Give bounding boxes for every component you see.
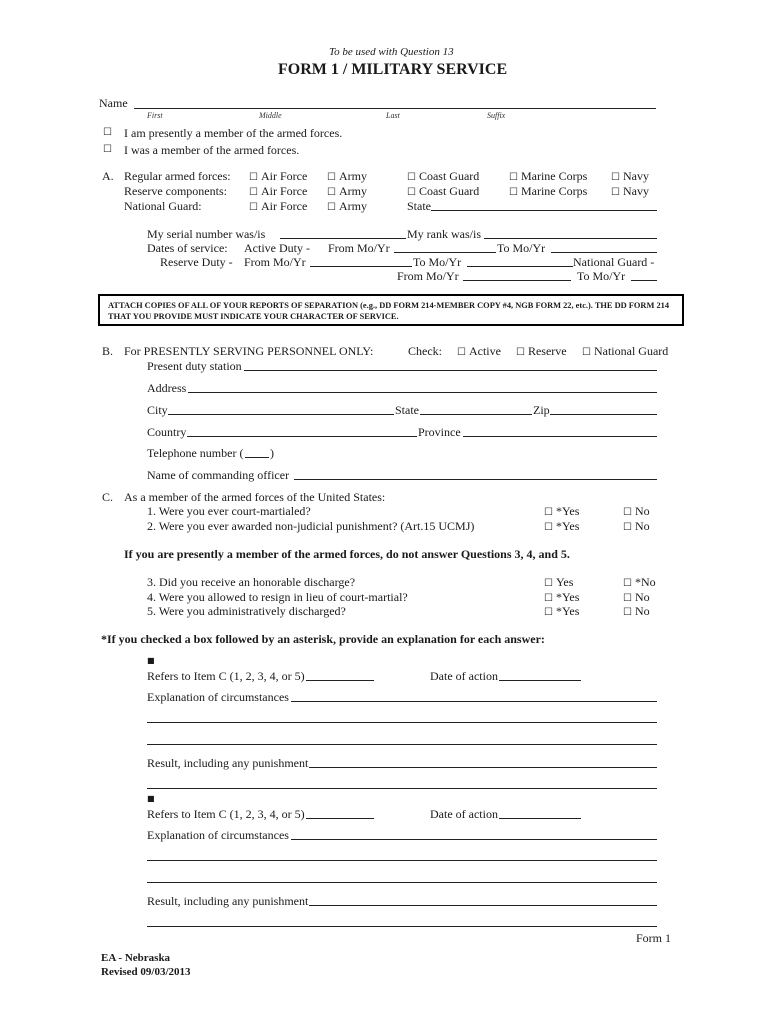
q5-no-option[interactable]	[623, 605, 650, 618]
zip-label: Zip	[533, 403, 550, 417]
checkbox-icon[interactable]: ☐	[623, 522, 632, 533]
opt-label: Coast Guard	[418, 184, 480, 198]
name-sub-last: Last	[386, 111, 400, 120]
form-subtitle: To be used with Question 13	[329, 46, 454, 58]
q4-yes-option[interactable]	[544, 591, 579, 604]
date-action-label-1: Date of action	[430, 669, 498, 683]
province-field[interactable]	[463, 436, 657, 437]
option-guard-air-force[interactable]	[249, 200, 307, 213]
reserve-from-label: From Mo/Yr	[244, 255, 306, 269]
b-state-label: State	[395, 403, 419, 417]
result-line-2b[interactable]	[147, 926, 657, 927]
active-to-label: To Mo/Yr	[497, 241, 546, 255]
section-b-letter: B.	[102, 344, 114, 358]
opt-label: *No	[634, 575, 656, 589]
name-sub-suffix: Suffix	[487, 111, 506, 120]
province-label: Province	[418, 425, 461, 439]
reserve-to-label: To Mo/Yr	[413, 255, 462, 269]
option-guard-army[interactable]	[327, 200, 367, 213]
date-action-field-2[interactable]	[499, 818, 581, 819]
duty-station-label: Present duty station	[147, 359, 242, 373]
explanation-line-2c[interactable]	[147, 882, 657, 883]
bullet-icon: ■	[147, 656, 155, 665]
opt-label: Active	[468, 344, 501, 358]
commanding-officer-label: Name of commanding officer	[147, 468, 290, 482]
opt-label: Navy	[622, 169, 649, 183]
regular-forces-label: Regular armed forces:	[124, 169, 231, 183]
telephone-close: )	[270, 446, 274, 460]
opt-label: *Yes	[555, 519, 580, 533]
checkbox-icon[interactable]: ☐	[457, 347, 466, 358]
opt-label: Army	[338, 184, 367, 198]
refers-label-2: Refers to Item C (1, 2, 3, 4, or 5)	[147, 807, 305, 821]
opt-label: No	[634, 519, 650, 533]
option-reserve-army[interactable]	[327, 185, 367, 198]
explanation-label-2: Explanation of circumstances	[147, 828, 289, 842]
rank-field[interactable]	[484, 238, 657, 239]
reserve-duty-label: Reserve Duty -	[160, 255, 233, 269]
result-label-2: Result, including any punishment	[147, 894, 309, 908]
option-reserve-navy[interactable]	[611, 185, 649, 198]
checkbox-icon[interactable]: ☐	[327, 187, 336, 198]
explanation-line-1b[interactable]	[147, 722, 657, 723]
q4-no-option[interactable]	[623, 591, 650, 604]
explanation-field-2[interactable]	[291, 839, 657, 840]
guard-to-field[interactable]	[631, 280, 657, 281]
national-guard-label: National Guard:	[124, 199, 202, 213]
address-field[interactable]	[188, 392, 657, 393]
q2-yes-option[interactable]	[544, 520, 579, 533]
checkbox-icon[interactable]: ☐	[249, 187, 258, 198]
checkbox-icon[interactable]: ☐	[327, 172, 336, 183]
result-label-1: Result, including any punishment	[147, 756, 309, 770]
opt-label: Yes	[555, 575, 574, 589]
explanation-line-2b[interactable]	[147, 860, 657, 861]
opt-label: No	[634, 604, 650, 618]
question-3: 3. Did you receive an honorable discharge?	[147, 575, 356, 589]
option-reserve-air-force[interactable]	[249, 185, 307, 198]
city-field[interactable]	[168, 414, 394, 415]
bullet-icon: ■	[147, 794, 155, 803]
question-5: 5. Were you administratively discharged?	[147, 604, 346, 618]
opt-label: Marine Corps	[520, 169, 588, 183]
opt-label: Reserve	[527, 344, 567, 358]
option-regular-marine-corps[interactable]	[509, 170, 587, 183]
national-guard-duty-label: National Guard -	[573, 255, 655, 269]
section-b-heading: For PRESENTLY SERVING PERSONNEL ONLY:	[124, 344, 374, 358]
explanation-field-1[interactable]	[291, 701, 657, 702]
opt-label: *Yes	[555, 604, 580, 618]
opt-label: Air Force	[260, 199, 308, 213]
reserve-to-field[interactable]	[467, 266, 573, 267]
question-1: 1. Were you ever court-martialed?	[147, 504, 311, 518]
name-sub-first: First	[147, 111, 163, 120]
past-member-label: I was a member of the armed forces.	[124, 143, 300, 157]
date-action-label-2: Date of action	[430, 807, 498, 821]
telephone-label: Telephone number (	[147, 446, 244, 460]
checkbox-icon[interactable]: ☐	[623, 578, 632, 589]
explanation-line-1c[interactable]	[147, 744, 657, 745]
result-field-2[interactable]	[309, 905, 657, 906]
q3-yes-option[interactable]	[544, 576, 573, 589]
option-reserve[interactable]	[516, 345, 567, 358]
q1-yes-option[interactable]	[544, 505, 579, 518]
b-state-field[interactable]	[420, 414, 532, 415]
opt-label: *Yes	[555, 590, 580, 604]
checkbox-icon[interactable]: ☐	[544, 578, 553, 589]
serial-field[interactable]	[280, 238, 406, 239]
opt-label: Air Force	[260, 169, 308, 183]
opt-label: No	[634, 504, 650, 518]
checkbox-icon[interactable]: ☐	[544, 522, 553, 533]
q3-no-option[interactable]	[623, 576, 656, 589]
form-title: FORM 1 / MILITARY SERVICE	[278, 61, 508, 78]
checkbox-icon[interactable]: ☐	[544, 593, 553, 604]
option-active[interactable]	[457, 345, 501, 358]
checkbox-icon[interactable]: ☐	[544, 607, 553, 618]
country-label: Country	[147, 425, 187, 439]
reserve-from-field[interactable]	[310, 266, 412, 267]
option-regular-air-force[interactable]	[249, 170, 307, 183]
q1-no-option[interactable]	[623, 505, 650, 518]
checkbox-icon[interactable]: ☐	[582, 347, 591, 358]
zip-field[interactable]	[550, 414, 657, 415]
dates-of-service-label: Dates of service:	[147, 241, 228, 255]
checkbox-icon[interactable]: ☐	[623, 507, 632, 518]
checkbox-icon[interactable]: ☐	[544, 507, 553, 518]
section-c-intro: As a member of the armed forces of the United States:	[124, 490, 386, 504]
opt-label: Army	[338, 199, 367, 213]
guard-to-label: To Mo/Yr	[577, 269, 626, 283]
serial-label: My serial number was/is	[147, 227, 266, 241]
country-field[interactable]	[187, 436, 417, 437]
form-number: Form 1	[636, 931, 672, 945]
active-from-label: From Mo/Yr	[328, 241, 390, 255]
opt-label: No	[634, 590, 650, 604]
refers-field-2[interactable]	[306, 818, 374, 819]
checkbox-icon[interactable]: ☐	[407, 172, 416, 183]
result-line-1b[interactable]	[147, 788, 657, 789]
check-label: Check:	[408, 344, 442, 358]
checkbox-icon[interactable]: ☐	[249, 202, 258, 213]
date-action-field-1[interactable]	[499, 680, 581, 681]
option-reserve-coast-guard[interactable]	[407, 185, 479, 198]
option-regular-navy[interactable]	[611, 170, 649, 183]
guard-state-field[interactable]	[431, 210, 657, 211]
checkbox-icon[interactable]: ☐	[623, 593, 632, 604]
rank-label: My rank was/is	[407, 227, 481, 241]
checkbox-icon[interactable]: ☐	[407, 187, 416, 198]
guard-state-label: State	[407, 199, 431, 213]
opt-label: Army	[338, 169, 367, 183]
explanation-label-1: Explanation of circumstances	[147, 690, 289, 704]
refers-label-1: Refers to Item C (1, 2, 3, 4, or 5)	[147, 669, 305, 683]
duty-station-field[interactable]	[244, 370, 657, 371]
checkbox-icon[interactable]: ☐	[611, 172, 620, 183]
name-sub-middle: Middle	[259, 111, 282, 120]
name-label: Name	[99, 96, 128, 110]
result-field-1[interactable]	[309, 767, 657, 768]
opt-label: Coast Guard	[418, 169, 480, 183]
checkbox-icon[interactable]: ☐	[611, 187, 620, 198]
explanation-instruction: *If you checked a box followed by an asterisk, provide an explanation for each answer:	[101, 632, 545, 646]
section-c-note: If you are presently a member of the armed forces, do not answer Questions 3, 4, and 5.	[124, 547, 570, 561]
checkbox-icon[interactable]: ☐	[509, 172, 518, 183]
section-a-letter: A.	[102, 169, 114, 183]
section-c-letter: C.	[102, 490, 114, 504]
opt-label: *Yes	[555, 504, 580, 518]
checkbox-icon[interactable]: ☐	[516, 347, 525, 358]
option-national-guard[interactable]	[582, 345, 668, 358]
checkbox-icon[interactable]: ☐	[623, 607, 632, 618]
address-label: Address	[147, 381, 187, 395]
option-regular-coast-guard[interactable]	[407, 170, 479, 183]
active-duty-label: Active Duty -	[244, 241, 310, 255]
telephone-area-field[interactable]	[245, 457, 269, 458]
footer-revised: Revised 09/03/2013	[101, 966, 191, 978]
city-label: City	[147, 403, 168, 417]
option-regular-army[interactable]	[327, 170, 367, 183]
opt-label: Marine Corps	[520, 184, 588, 198]
reserve-components-label: Reserve components:	[124, 184, 227, 198]
question-4: 4. Were you allowed to resign in lieu of court-martial?	[147, 590, 408, 604]
option-reserve-marine-corps[interactable]	[509, 185, 587, 198]
checkbox-icon[interactable]: ☐	[327, 202, 336, 213]
checkbox-present-member[interactable]: ☐	[103, 127, 112, 138]
active-from-field[interactable]	[394, 252, 496, 253]
guard-from-label: From Mo/Yr	[397, 269, 459, 283]
name-field[interactable]	[134, 108, 656, 109]
checkbox-past-member[interactable]: ☐	[103, 144, 112, 155]
attach-notice: ATTACH COPIES OF ALL OF YOUR REPORTS OF SEPARATION (e.g., DD FORM 214-MEMBER COPY #4, NGB FORM 22, etc.). THE DD FORM 214 THAT YOU PROVIDE MUST INDICATE YOUR CHARACTER OF SERVICE.	[98, 294, 684, 326]
guard-from-field[interactable]	[463, 280, 571, 281]
present-member-label: I am presently a member of the armed forces.	[124, 126, 343, 140]
footer-agency: EA - Nebraska	[101, 952, 171, 964]
opt-label: National Guard	[593, 344, 669, 358]
checkbox-icon[interactable]: ☐	[249, 172, 258, 183]
opt-label: Air Force	[260, 184, 308, 198]
q2-no-option[interactable]	[623, 520, 650, 533]
opt-label: Navy	[622, 184, 649, 198]
checkbox-icon[interactable]: ☐	[509, 187, 518, 198]
refers-field-1[interactable]	[306, 680, 374, 681]
q5-yes-option[interactable]	[544, 605, 579, 618]
active-to-field[interactable]	[551, 252, 657, 253]
question-2: 2. Were you ever awarded non-judicial punishment? (Art.15 UCMJ)	[147, 519, 475, 533]
commanding-officer-field[interactable]	[294, 479, 657, 480]
